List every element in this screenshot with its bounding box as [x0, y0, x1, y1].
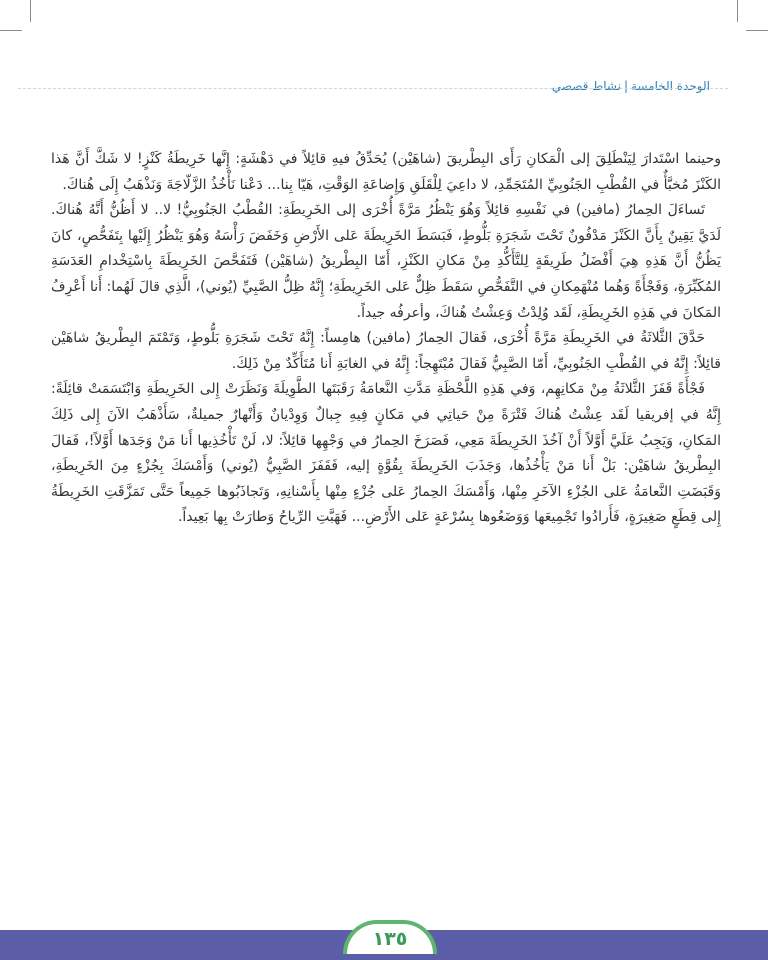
- header-separator: |: [623, 79, 629, 93]
- story-paragraph-4: فَجْأَةً قَفَزَ الثَّلاثَةُ مِنْ مَكانِهِم، وَفي هَذِهِ اللَّحْظَةِ مَدَّتِ النَّعامَةُ رَقَبَتَها الطَّوِيلَةَ وَنَظَرَتْ إِلى الخَرِيطَةِ وَابْتَسَمَتْ قائِلَةً: إِنَّهُ في إفريقيا لَقَد عِشْتُ هُناكَ فَتْرَةً مِنْ حَياتِي في مَكانٍ فِيهِ جِبالٌ وَوِدْيانٌ وَأَنْهارٌ جميلةٌ، سَأَذْهَبُ الآنَ إِلى ذَلِكَ المَكانِ، وَيَجِبُ عَلَيَّ أَوَّلاً أَنْ آخُذَ الخَرِيطَةَ مَعِي، فَصَرَخَ الحِمارُ في وَجْهِها قائِلاً: لا، لَنْ تَأْخُذِيها أَنا مَنْ وَجَدَها أَوَّلاً!، فَقالَ البِطْريقُ شاهَيْن: بَلْ أَنا مَنْ يَأْخُذُها، وَجَذَبَ الخَرِيطَةَ بِقُوَّةٍ إليه، فَقَفَزَ الصَّبِيُّ (يُوني) وَأَمْسَكَ بِجُزْءٍ مِنَ الخَرِيطَةِ، وَقَبَضَتِ النَّعامَةُ عَلى الجُزْءِ الآخَرِ مِنْها، وَأَمْسَكَ الحِمارُ عَلى جُزْءٍ مِنْها بِأَسْنانِهِ، وَتَجاذَبُوها جَمِيعاً حَتَّى تَمَزَّقَتِ الخَرِيطَةُ إِلى قِطَعٍ صَغِيرَةٍ، فَأَرادُوا تَجْمِيعَها وَوَضَعُوها بِسُرْعَةٍ عَلى الأَرْضِ... فَهَبَّتِ الرِّياحُ وَطارَتْ بِها بَعِيداً.: [51, 381, 721, 526]
- crop-mark-top-left-horizontal: [0, 30, 22, 31]
- story-body: [51, 147, 721, 531]
- header-rule: [18, 88, 728, 89]
- story-paragraph-1: وحينما اسْتَدارَ لِيَنْطَلِقَ إلى الْمَكانِ رَأَى البِطْريقَ (شاهَيْن) يُحَدِّقُ فيهِ قائِلاً في دَهْشَةٍ: إِنَّها خَرِيطَةُ كَنْزٍ! لا شَكَّ أَنَّ هَذا الكَنْزَ مُخبَّأٌ في القُطْبِ الجَنُوبِيِّ المُتَجَمِّدِ، لا داعِيَ لِلْقَلَقِ وَإِضاعَةِ الوَقْتِ، هَيّا بِنا... دَعْنا نَأْخُذُ الزَّلّاجَةَ وَنَذْهَبُ إِلَى هُناكَ.: [51, 151, 721, 193]
- running-header: [552, 79, 710, 93]
- page-number: ١٣٥: [372, 928, 408, 950]
- story-paragraph-3: حَدَّقَ الثَّلاثَةُ في الخَرِيطَةِ مَرَّةً أُخْرَى، فَقالَ الحِمارُ (مافين) هامِساً: إِنَّهُ تَحْتَ شَجَرَةِ بَلُّوطٍ، وَتَمْتَمَ البِطْريقُ شاهَيْن قائِلاً: إِنَّهُ في القُطْبِ الجَنُوبِيِّ، أَمّا الصَّبِيُّ فَقالَ مُبْتَهِجاً: إِنَّهُ في الغابَةِ أَنا مُتَأَكِّدٌ مِنْ ذَلِكَ.: [51, 330, 721, 372]
- story-paragraph-2: تَساءَلَ الحِمارُ (مافين) في نَفْسِهِ قائِلاً وَهُوَ يَنْظُرُ مَرَّةً أُخْرَى إلى الخَرِيطَةِ: القُطْبُ الجَنُوبِيُّ! لا.. لا أَظُنُّ أَنَّهُ هُناكَ. لَدَيَّ يَقِينٌ بِأَنَّ الكَنْزَ مَدْفُونٌ تَحْتَ شَجَرَةِ بَلُّوطٍ، فَبَسَطَ الخَرِيطَةَ عَلى الأَرْضِ وَخَفَضَ رَأْسَهُ وَهُوَ يَنْظُرُ إِلَيْها بِتَفَحُّصٍ، كانَ يَظُنُّ أَنَّ هَذِهِ هِيَ أَفْضَلُ طَرِيقَةٍ لِلتَّأَكُّدِ مِنْ مَكانِ الكَنْزِ، أَمّا البِطْريقُ (شاهَيْن) فَتَفَحَّصَ الخَرِيطَةَ بِاسْتِخْدامِ العَدَسَةِ المُكَبِّرَةِ، وَفَجْأَةً وَهُما مُنْهَمِكانِ في التَّفَحُّصِ سَقَطَ ظِلٌّ عَلى الخَرِيطَةِ؛ إِنَّهُ ظِلُّ الصَّبِيِّ (يُوني)، الَّذِي قالَ لَهُما: أَنا أَعْرِفُ المَكانَ في هَذِهِ الخَرِيطَةِ، لَقَد وُلِدْتُ وَعِشْتُ هُناكَ، وأعرفُه جيداً.: [51, 202, 721, 321]
- header-unit-title: الوحدة الخامسة: [631, 79, 710, 93]
- crop-mark-top-right-vertical: [737, 0, 738, 22]
- crop-mark-top-right-horizontal: [746, 30, 768, 31]
- crop-mark-top-left-vertical: [30, 0, 31, 22]
- header-activity-title: نشاط قصصي: [551, 79, 621, 93]
